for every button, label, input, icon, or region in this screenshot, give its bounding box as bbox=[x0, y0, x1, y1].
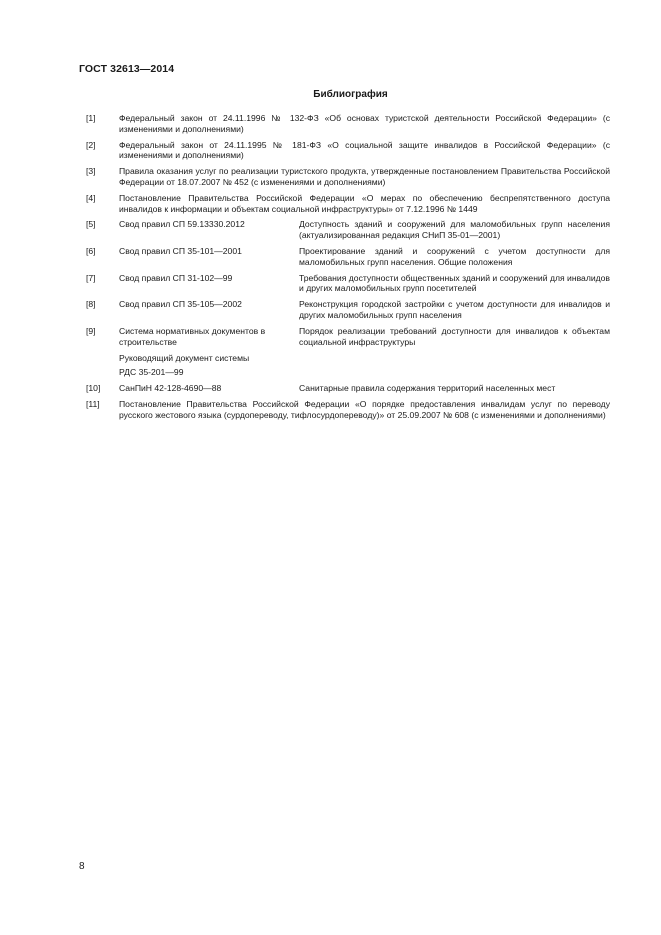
bibliography-list bbox=[82, 113, 610, 425]
entry-document-code: Свод правил СП 59.13330.2012 bbox=[119, 219, 245, 230]
entry-number: [5] bbox=[86, 219, 96, 230]
bibliography-entry-5 bbox=[82, 219, 610, 241]
entry-text: Постановление Правительства Российской Федерации «О порядке предоставления инвалидам услуг по переводу русского жестового языка (сурдопереводу, тифлосурдопереводу)» от 25.09.2007 № 608 (с изменениями и дополнениями) bbox=[119, 398, 610, 420]
entry-number: [11] bbox=[86, 398, 100, 409]
entry-text: Правила оказания услуг по реализации туристского продукта, утвержденные постановлением Правительства Российской Федерации от 18.07.2007 № 452 (с изменениями и дополнениями) bbox=[119, 166, 610, 187]
entry-number: [1] bbox=[86, 113, 96, 123]
section-title: Библиография bbox=[313, 89, 388, 100]
entry-document-type: Руководящий документ системы bbox=[119, 353, 250, 364]
entry-document-title: Порядок реализации требований доступности для инвалидов к объектам социальной инфраструктуры bbox=[299, 325, 610, 347]
entry-document-title: Требования доступности общественных зданий и сооружений для инвалидов и других маломобильных групп посетителей bbox=[299, 272, 610, 294]
entry-number: [10] bbox=[86, 382, 101, 393]
entry-document-code-group bbox=[119, 326, 299, 378]
entry-document-code: Свод правил СП 31-102—99 bbox=[119, 272, 233, 283]
entry-number: [7] bbox=[86, 272, 96, 283]
bibliography-entry-4 bbox=[82, 193, 610, 215]
bibliography-entry-11 bbox=[82, 399, 610, 421]
entry-number: [2] bbox=[86, 139, 96, 150]
bibliography-entry-2 bbox=[82, 140, 610, 162]
entry-document-title: Проектирование зданий и сооружений с учетом доступности для маломобильных групп населения. Общие положения bbox=[299, 245, 610, 267]
entry-text: Федеральный закон от 24.11.1996 № 132-ФЗ «Об основах туристской деятельности Российской Федерации» (с изменениями и дополнениями) bbox=[119, 113, 610, 134]
entry-document-title: Санитарные правила содержания территорий населенных мест bbox=[299, 382, 556, 393]
entry-text: Постановление Правительства Российской Федерации «О мерах по обеспечению беспрепятственного доступа инвалидов к информации и объектам социальной инфраструктуры» от 7.12.1996 № 1449 bbox=[119, 192, 610, 214]
bibliography-entry-3 bbox=[82, 166, 610, 188]
entry-text: Федеральный закон от 24.11.1995 № 181-ФЗ «О социальной защите инвалидов в Российской Федерации» (с изменениями и дополнениями) bbox=[119, 139, 610, 161]
entry-document-title: Реконструкция городской застройки с учетом доступности для инвалидов и других маломобильных групп населения bbox=[299, 299, 610, 320]
entry-document-code: СанПиН 42-128-4690—88 bbox=[119, 382, 222, 393]
entry-number: [4] bbox=[86, 192, 96, 203]
entry-document-system: Система нормативных документов в строительстве bbox=[119, 325, 266, 347]
entry-number: [8] bbox=[86, 299, 96, 310]
entry-number: [6] bbox=[86, 245, 96, 256]
bibliography-entry-6 bbox=[82, 246, 610, 268]
document-header: ГОСТ 32613—2014 bbox=[79, 63, 175, 75]
bibliography-entry-9 bbox=[82, 326, 610, 378]
entry-document-title: Доступность зданий и сооружений для маломобильных групп населения (актуализированная редакция СНиП 35-01—2001) bbox=[299, 219, 610, 241]
entry-number: [3] bbox=[86, 166, 96, 177]
entry-number: [9] bbox=[86, 325, 96, 336]
page-number: 8 bbox=[79, 861, 85, 872]
bibliography-entry-1 bbox=[82, 113, 610, 135]
bibliography-entry-10 bbox=[82, 383, 610, 394]
entry-document-code: Свод правил СП 35-101—2001 bbox=[119, 245, 242, 256]
entry-document-code: Свод правил СП 35-105—2002 bbox=[119, 299, 242, 310]
bibliography-entry-8 bbox=[82, 299, 610, 321]
entry-document-code: РДС 35-201—99 bbox=[119, 367, 184, 378]
bibliography-entry-7 bbox=[82, 273, 610, 295]
